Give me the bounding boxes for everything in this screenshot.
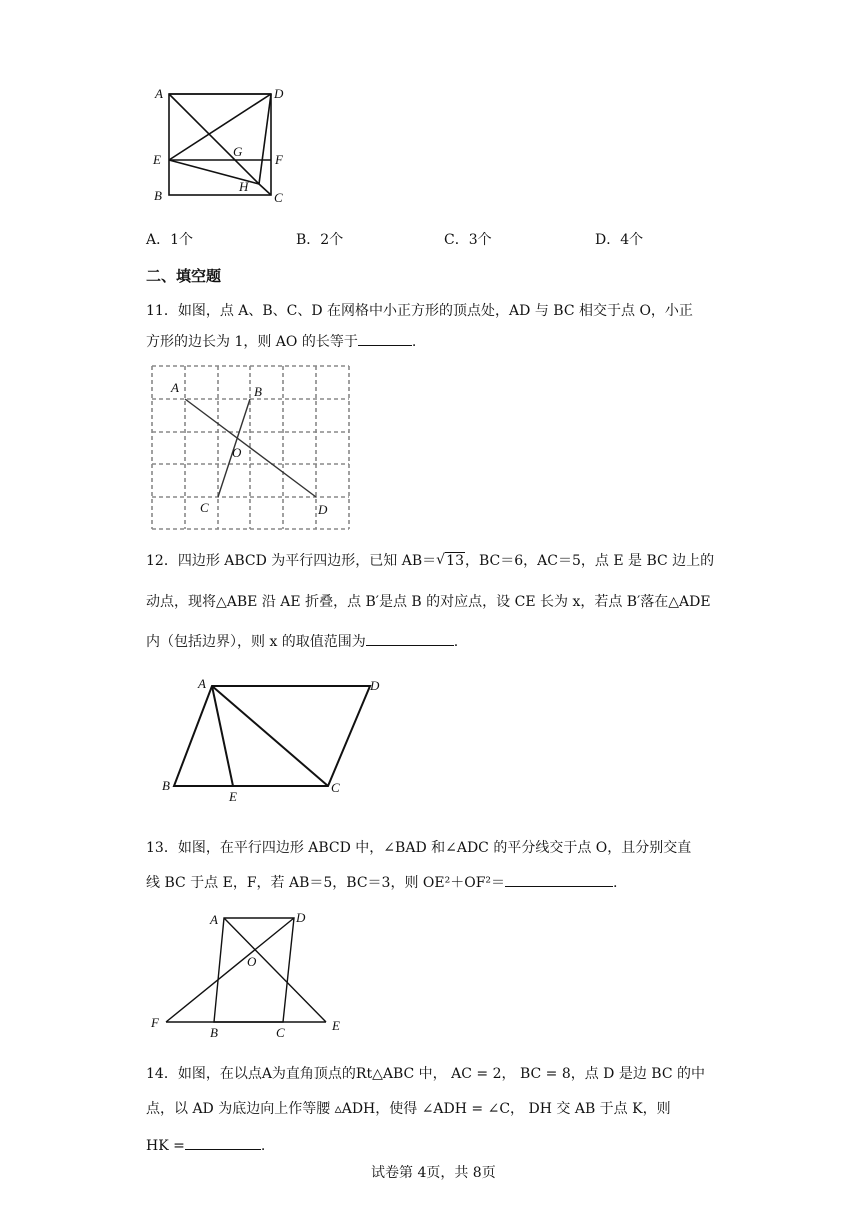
q13-answer-blank[interactable] xyxy=(505,872,613,887)
q10-option-a-text: 1个 xyxy=(170,232,194,248)
q10-label-b: B xyxy=(154,188,162,203)
q10-option-b-letter: B． xyxy=(296,232,321,248)
q13-label-c: C xyxy=(276,1025,285,1040)
q11-line2 xyxy=(146,331,416,352)
q11-answer-blank[interactable] xyxy=(358,331,412,346)
q10-option-d xyxy=(595,230,643,250)
q13-line1: 13．如图，在平行四边形 ABCD 中，∠BAD 和∠ADC 的平分线交于点 O，且分别交直 xyxy=(146,840,692,856)
q10-label-c: C xyxy=(274,190,283,205)
q13-line2-text: 线 BC 于点 E，F，若 AB＝5，BC＝3，则 OE²＋OF²＝ xyxy=(146,875,506,891)
q10-option-c-letter: C． xyxy=(444,232,469,248)
q14-line1: 14．如图，在以点A为直角顶点的Rt△ABC 中， AC = 2， BC = 8，点 D 是边 BC 的中 xyxy=(146,1066,706,1082)
q12-sqrt-value: 13 xyxy=(446,553,464,569)
q14-answer-blank[interactable] xyxy=(185,1135,261,1150)
q10-label-a: A xyxy=(155,86,163,101)
q13-label-d: D xyxy=(296,910,306,925)
q12-sqrt xyxy=(436,551,465,571)
q11-line1: 11．如图，点 A、B、C、D 在网格中小正方形的顶点处，AD 与 BC 相交于点 O，小正 xyxy=(146,303,693,319)
q13-figure xyxy=(146,904,356,1040)
q13-label-f: F xyxy=(151,1015,159,1030)
q13-label-o: O xyxy=(247,954,257,969)
q11-line2-end: . xyxy=(411,334,417,350)
q12-line3 xyxy=(146,631,458,652)
q11-line2-text: 方形的边长为 1，则 AO 的长等于 xyxy=(146,334,358,350)
q10-label-g: G xyxy=(233,144,243,159)
q12-line2: 动点，现将△ABE 沿 AE 折叠，点 B′是点 B 的对应点，设 CE 长为 x，若点 B′落在△ADE xyxy=(146,594,711,610)
q12-label-e: E xyxy=(229,789,237,804)
q12-line1 xyxy=(146,551,714,571)
q11-figure xyxy=(146,360,356,536)
q10-option-c-text: 3个 xyxy=(468,232,492,248)
q14-line3-text: HK = xyxy=(146,1138,185,1154)
q10-option-b-text: 2个 xyxy=(320,232,344,248)
q10-label-f: F xyxy=(275,152,283,167)
q10-option-b xyxy=(296,230,343,250)
q14-line3 xyxy=(146,1135,265,1156)
q10-option-d-letter: D． xyxy=(595,232,621,248)
q12-line1-a: 12．四边形 ABCD 为平行四边形，已知 AB＝ xyxy=(146,553,437,569)
q12-answer-blank[interactable] xyxy=(366,631,454,646)
q12-label-c: C xyxy=(331,780,340,795)
q12-line3-end: . xyxy=(453,634,459,650)
q12-line1-b: ，BC＝6，AC＝5，点 E 是 BC 边上的 xyxy=(465,553,715,569)
section-title: 二、填空题 xyxy=(146,267,222,285)
q14-line3-end: . xyxy=(260,1138,266,1154)
q10-option-a-letter: A． xyxy=(146,232,171,248)
q11-label-c: C xyxy=(200,500,209,515)
q12-label-d: D xyxy=(370,678,380,693)
q10-option-a xyxy=(146,230,193,250)
q13-label-e: E xyxy=(332,1018,340,1033)
q13-label-a: A xyxy=(210,912,218,927)
q11-label-a: A xyxy=(171,380,179,395)
q12-sqrt-sign: √ xyxy=(436,552,446,568)
q10-label-h: H xyxy=(239,179,249,194)
q11-label-o: O xyxy=(232,445,242,460)
q11-label-b: B xyxy=(254,384,262,399)
q12-line3-text: 内（包括边界），则 x 的取值范围为 xyxy=(146,634,366,650)
q10-option-c xyxy=(444,230,492,250)
q10-option-d-text: 4个 xyxy=(620,232,644,248)
q10-figure xyxy=(148,84,298,214)
page-footer: 试卷第 4页，共 8页 xyxy=(371,1165,496,1181)
q12-label-a: A xyxy=(198,676,206,691)
q10-label-e: E xyxy=(153,152,161,167)
q13-label-b: B xyxy=(210,1025,218,1040)
q13-line2 xyxy=(146,872,617,893)
q14-line2: 点，以 AD 为底边向上作等腰 ▵ADH，使得 ∠ADH = ∠C， DH 交 AB 于点 K，则 xyxy=(146,1101,671,1117)
q10-label-d: D xyxy=(274,86,284,101)
q12-figure xyxy=(158,672,388,807)
q11-label-d: D xyxy=(318,502,328,517)
q12-label-b: B xyxy=(162,778,170,793)
q13-line2-end: . xyxy=(613,875,618,891)
